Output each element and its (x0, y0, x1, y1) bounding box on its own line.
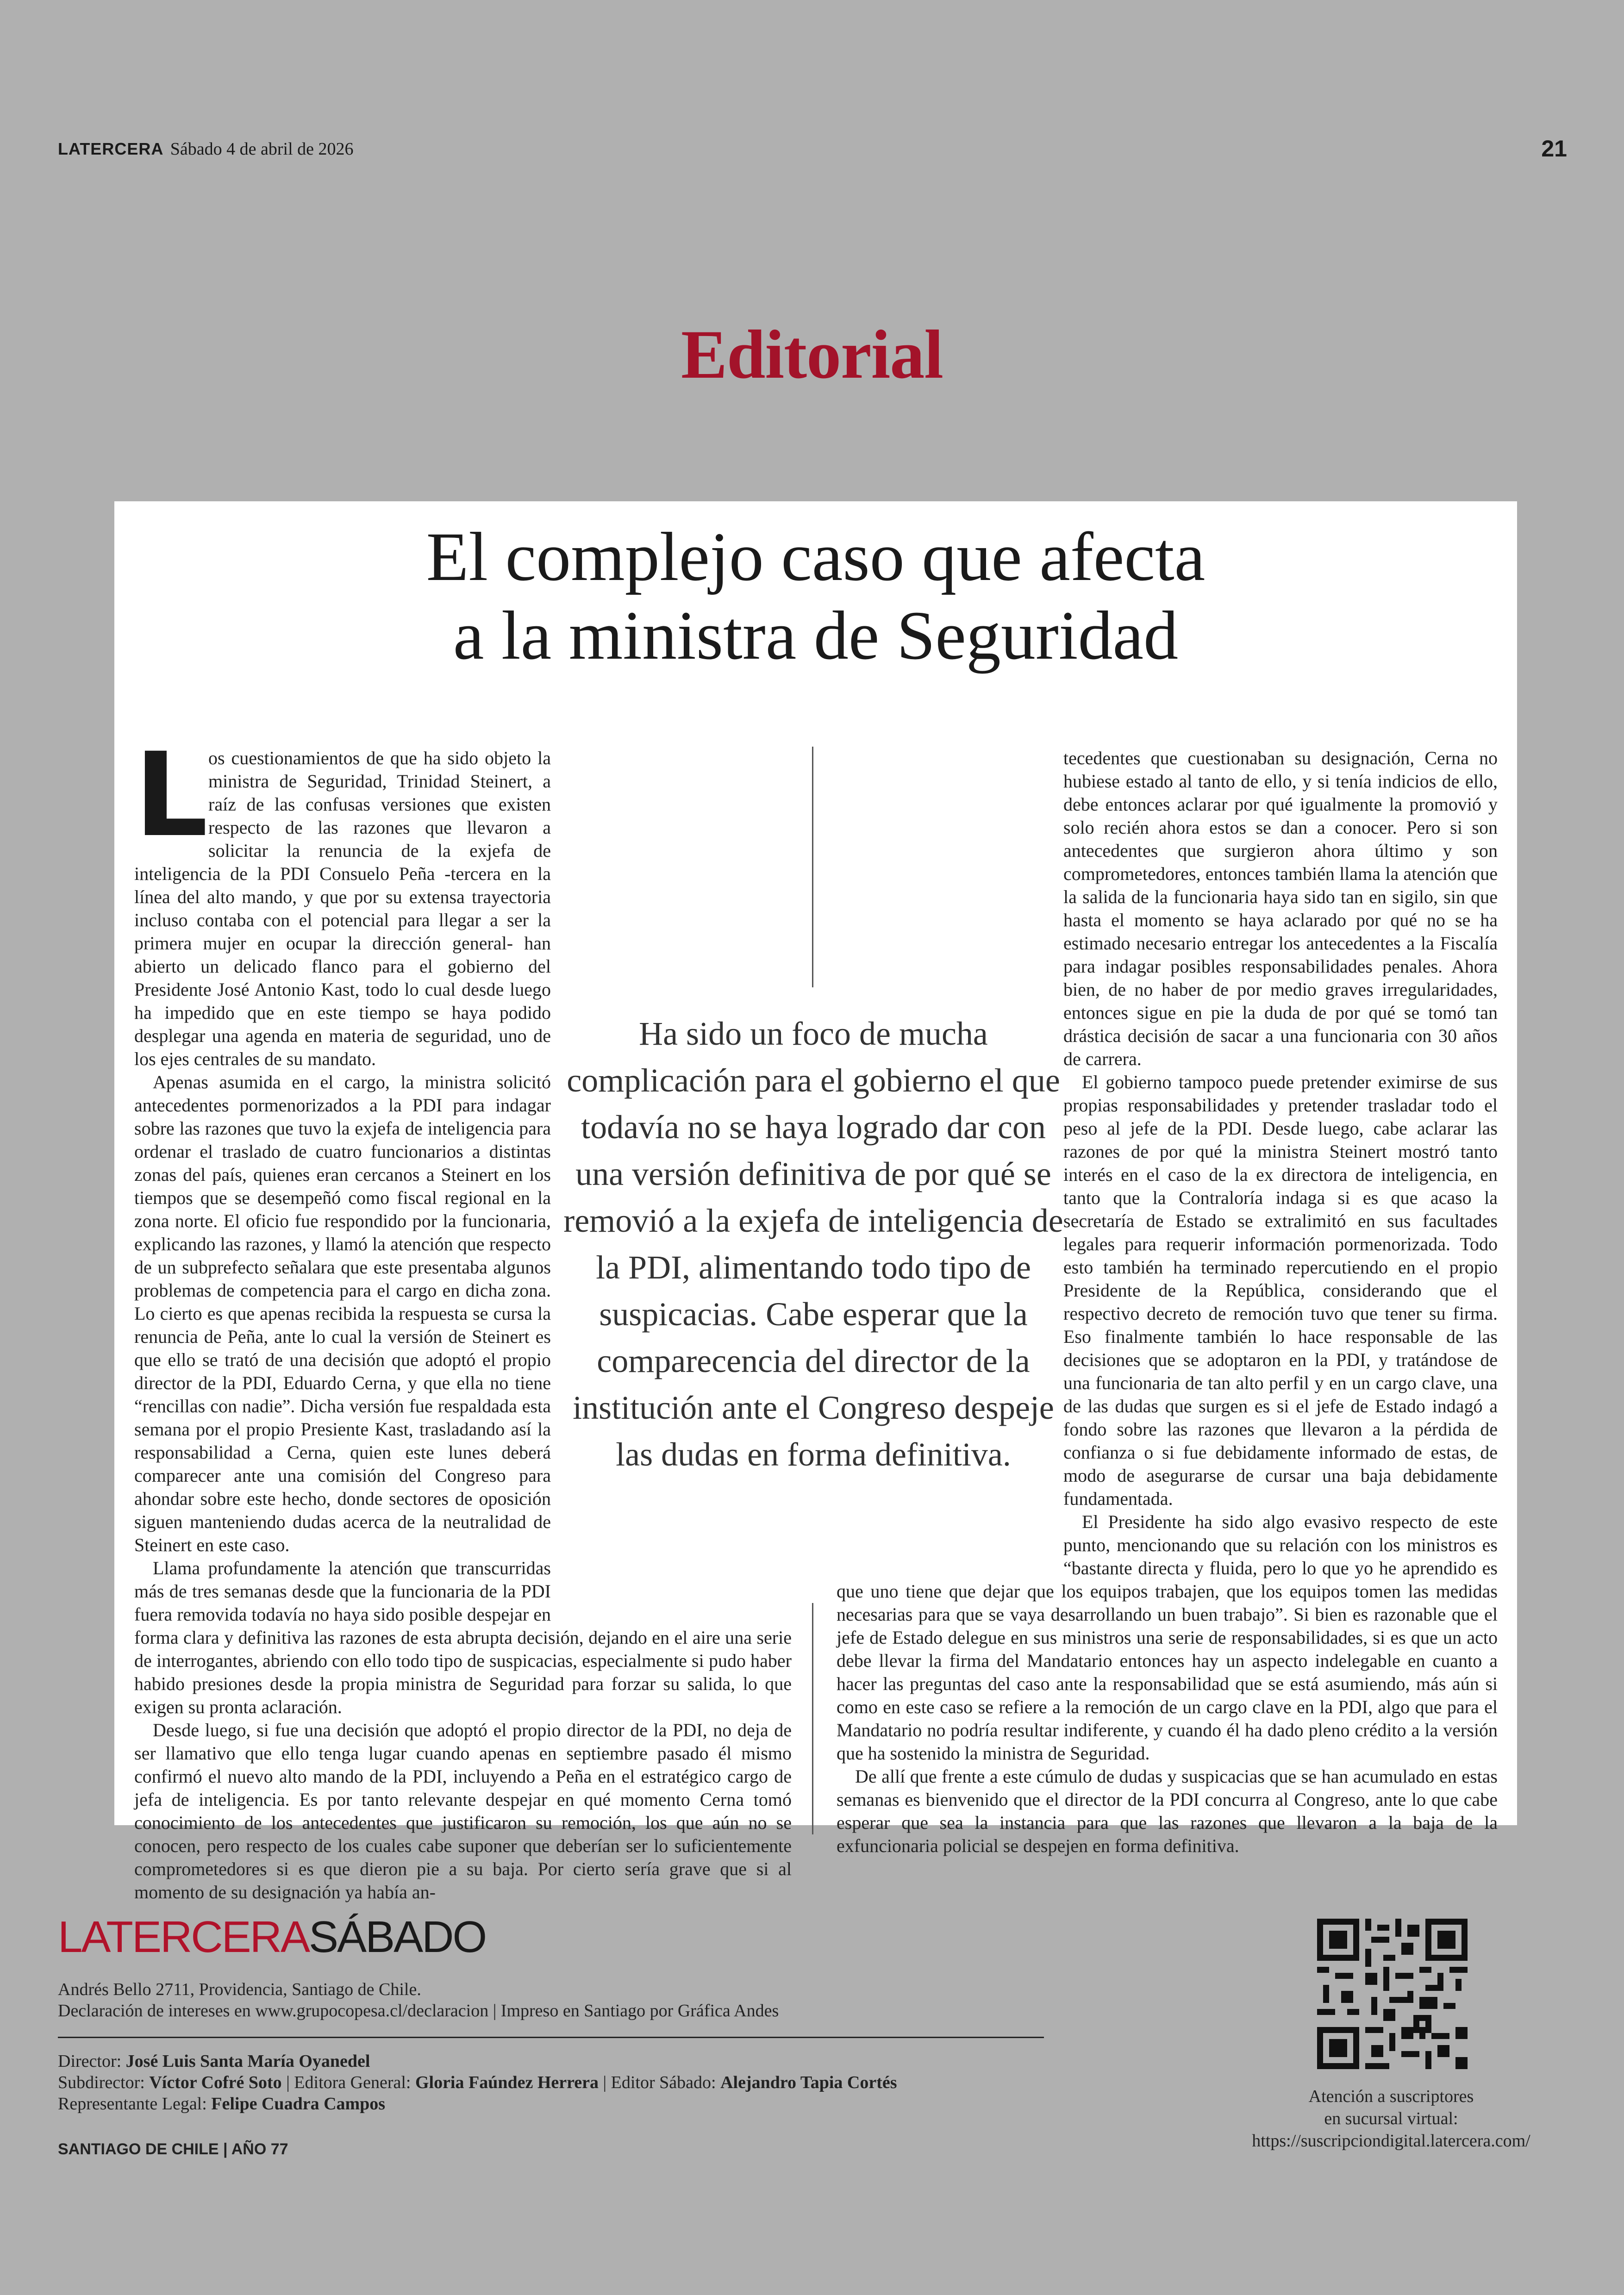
staff-credits (58, 2051, 897, 2114)
paragraph-6: El gobierno tampoco puede pretender eximirse de sus propias responsabilidades y pretender trasladar todo el peso al jefe de la PDI. Desde luego, cabe aclarar las razones de por qué la ministra Steinert mostró tanto interés en el caso de la ex directora de inteligencia, en tanto que la Contraloría indaga si es que acaso la secretaría de Estado se extralimitó en sus facultades legales para requerir información pormenorizada. Todo esto también ha terminado repercutiendo en el propio Presidente de la República, considerando que el respectivo decreto de remoción tuvo que tener su firma. Eso finalmente también lo hace responsable de las decisiones que se adoptaron en la PDI, y tratándose de una funcionaria de tan alto perfil y en un cargo clave, una de las dudas que surgen es si el jefe de Estado indagó a fondo sobre las razones que llevaron a la pérdida de confianza o si fue debidamente informado de estas, de modo de asegurarse de cursar una baja debidamente fundamentada. (1063, 1072, 1498, 1509)
representante-line (58, 2093, 897, 2114)
address-line-1: Andrés Bello 2711, Providencia, Santiago de Chile. (58, 1980, 421, 1999)
article-headline (114, 518, 1517, 675)
footer-rule (58, 2037, 1044, 2038)
subscriber-notice (1204, 2085, 1579, 2152)
subdirector-line (58, 2072, 897, 2093)
subscribe-line-1: Atención a suscriptores (1308, 2087, 1474, 2106)
representante-label: Representante Legal: (58, 2094, 212, 2114)
paragraph-4: Desde luego, si fue una decisión que adoptó el propio director de la PDI, no deja de ser llamativo que ello tenga lugar cuando apenas en septiembre pasado él mismo confirmó el nuevo alto mando de la PDI, incluyendo a Peña en el estratégico cargo de jefa de inteligencia. Es por tanto relevante despejar en qué momento Cerna tomó conocimiento de los antecedentes que justificaron su remoción, los que aún no se conocen, pero respecto de los cuales cabe suponer que deberían ser lo suficientemente comprometedores si es que dieron pie a su baja. Por cierto sería grave que si al momento de su designación ya había an- (134, 1720, 792, 1902)
page-header (58, 136, 1567, 167)
subdirector-label: Subdirector: (58, 2073, 150, 2092)
headline-line-1: El complejo caso que afecta (426, 518, 1206, 595)
subscribe-line-2: en sucursal virtual: (1324, 2109, 1458, 2128)
paragraph-8: De allí que frente a este cúmulo de dudas y suspicacias que se han acumulado en estas semanas es bienvenido que el director de la PDI concurra al Congreso, ante lo que cabe esperar que sea la instancia para que las razones que llevaron a la baja de la exfuncionaria policial se despejen en forma definitiva. (837, 1766, 1498, 1856)
paragraph-3: Llama profundamente la atención que transcurridas más de tres semanas desde que la funcionaria de la PDI fuera removida todavía no haya sido posible despejar en forma clara y definitiva las razones de esta abrupta decisión, dejando en el aire una serie de interrogantes, abriendo con ello todo tipo de suspicacias, especialmente si pudo haber habido presiones desde la propia ministra de Seguridad para forzar su salida, lo que exigen su pronta aclaración. (134, 1558, 792, 1717)
qr-code-icon[interactable] (1317, 1919, 1468, 2069)
paragraph-5: tecedentes que cuestionaban su designación, Cerna no hubiese estado al tanto de ello, y si tenía indicios de ello, debe entonces aclarar por qué igualmente la promovió y solo recién ahora estos se dan a conocer. Pero si son antecedentes que surgieron ahora último y son comprometedores, entonces también llama la atención que la salida de la funcionaria haya sido tan en sigilo, sin que hasta el momento se haya aclarado por qué no se ha estimado necesario entregar los antecedentes a la Fiscalía para indagar posibles responsabilidades penales. Ahora bien, de no haber de por medio graves irregularidades, entonces sigue en pie la duda de por qué se tomó tan drástica decisión de sacar a una funcionaria con 30 años de carrera. (1063, 748, 1498, 1069)
paragraph-1: os cuestionamientos de que ha sido objeto la ministra de Seguridad, Trinidad Steinert, a raíz de las confusas versiones que existen respecto de las razones que llevaron a solicitar la renuncia de la exjefa de inteligencia de la PDI Consuelo Peña -tercera en la línea del alto mando, y que por su extensa trayectoria incluso contaba con el potencial para llegar a ser la primera mujer en ocupar la dirección general- han abierto un delicado flanco para el gobierno del Presidente José Antonio Kast, todo lo cual desde luego ha impedido que en este tiempo se haya podido desplegar una agenda en materia de seguridad, uno de los ejes centrales de su mandato. (134, 748, 551, 1069)
subscribe-url[interactable]: https://suscripciondigital.latercera.com/ (1252, 2131, 1530, 2151)
paragraph-7: El Presidente ha sido algo evasivo respecto de este punto, mencionando que su relación con los ministros es “bastante directa y fluida, pero lo que yo he aprendido es que uno tiene que dejar que los equipos trabajen, que los equipos tomen las medidas necesarias para que se vaya desarrollando un buen trabajo”. Si bien es razonable que el jefe de Estado delegue en sus ministros una serie de responsabilidades, si es que un acto debe llevar la firma del Mandatario entonces hay un aspecto indelegable en cuanto a hacer las preguntas del caso ante la responsabilidad que se está asumiendo, más aún si como en este caso se refiere a la remoción de un cargo clave en la PDI, algo que para el Mandatario no podría resultar indiferente, y cuando él ha dado pleno crédito a la versión que ha sostenido la ministra de Seguridad. (837, 1511, 1498, 1764)
address-line-2: Declaración de intereses en www.grupocopesa.cl/declaracion | Impreso en Santiago por Gráfica Andes (58, 2001, 779, 2021)
section-title: Editorial (681, 316, 943, 393)
headline-line-2: a la ministra de Seguridad (453, 597, 1179, 674)
footer-logo-black: SÁBADO (309, 1912, 486, 1962)
editora-label: | Editora General: (281, 2073, 415, 2092)
footer-address (58, 1979, 779, 2021)
header-brand: LATERCERA (58, 139, 164, 158)
city-year: SANTIAGO DE CHILE | AÑO 77 (58, 2140, 288, 2158)
page-number: 21 (1541, 136, 1567, 162)
subdirector-name: Víctor Cofré Soto (149, 2073, 282, 2092)
column-divider-bottom (812, 1603, 813, 1834)
director-line (58, 2051, 897, 2072)
header-date: Sábado 4 de abril de 2026 (170, 139, 354, 159)
column-divider-top (812, 747, 813, 987)
paragraph-2: Apenas asumida en el cargo, la ministra solicitó antecedentes pormenorizados a la PDI para indagar sobre las razones que tuvo la exjefa de inteligencia para ordenar el traslado de cuatro funcionarios a distintas zonas del país, quienes eran cercanos a Steinert en los tiempos que se desempeñó como fiscal regional en la zona norte. El oficio fue respondido por la funcionaria, explicando las razones, y llamó la atención que respecto de un subprefecto señalara que este presentaba algunos problemas de competencia para el cargo en dicha zona. Lo cierto es que apenas recibida la respuesta se cursa la renuncia de Peña, ante lo cual la versión de Steinert es que ello se trató de una decisión que adoptó el propio director de la PDI, Eduardo Cerna, y que ella no tiene “rencillas con nadie”. Dicha versión fue respaldada esta semana por el propio Presiente Kast, trasladando así la responsabilidad a Cerna, quien este lunes deberá comparecer ante una comisión del Congreso para ahondar sobre este hecho, donde sectores de oposición siguen manteniendo dudas acerca de la neutralidad de Steinert en este caso. (134, 1072, 551, 1555)
editor-sabado-label: | Editor Sábado: (599, 2073, 721, 2092)
editorial-article (114, 501, 1517, 1902)
director-name: José Luis Santa María Oyanedel (125, 2052, 370, 2071)
representante-name: Felipe Cuadra Campos (211, 2094, 386, 2114)
editor-sabado-name: Alejandro Tapia Cortés (720, 2073, 897, 2092)
footer-logo-red: LATERCERA (58, 1912, 309, 1962)
footer-logo (58, 1912, 486, 1963)
drop-cap: L (134, 728, 208, 862)
pull-quote: Ha sido un foco de mucha complicación para el gobierno el que todavía no se haya logrado dar con una versión definitiva de por qué se removió a la exjefa de inteligencia de la PDI, alimentando todo tipo de suspicacias. Cabe esperar que la comparecencia del director de la institución ante el Congreso despeje las dudas en forma definitiva. (563, 1015, 1063, 1473)
editora-name: Gloria Faúndez Herrera (415, 2073, 599, 2092)
director-label: Director: (58, 2052, 126, 2071)
